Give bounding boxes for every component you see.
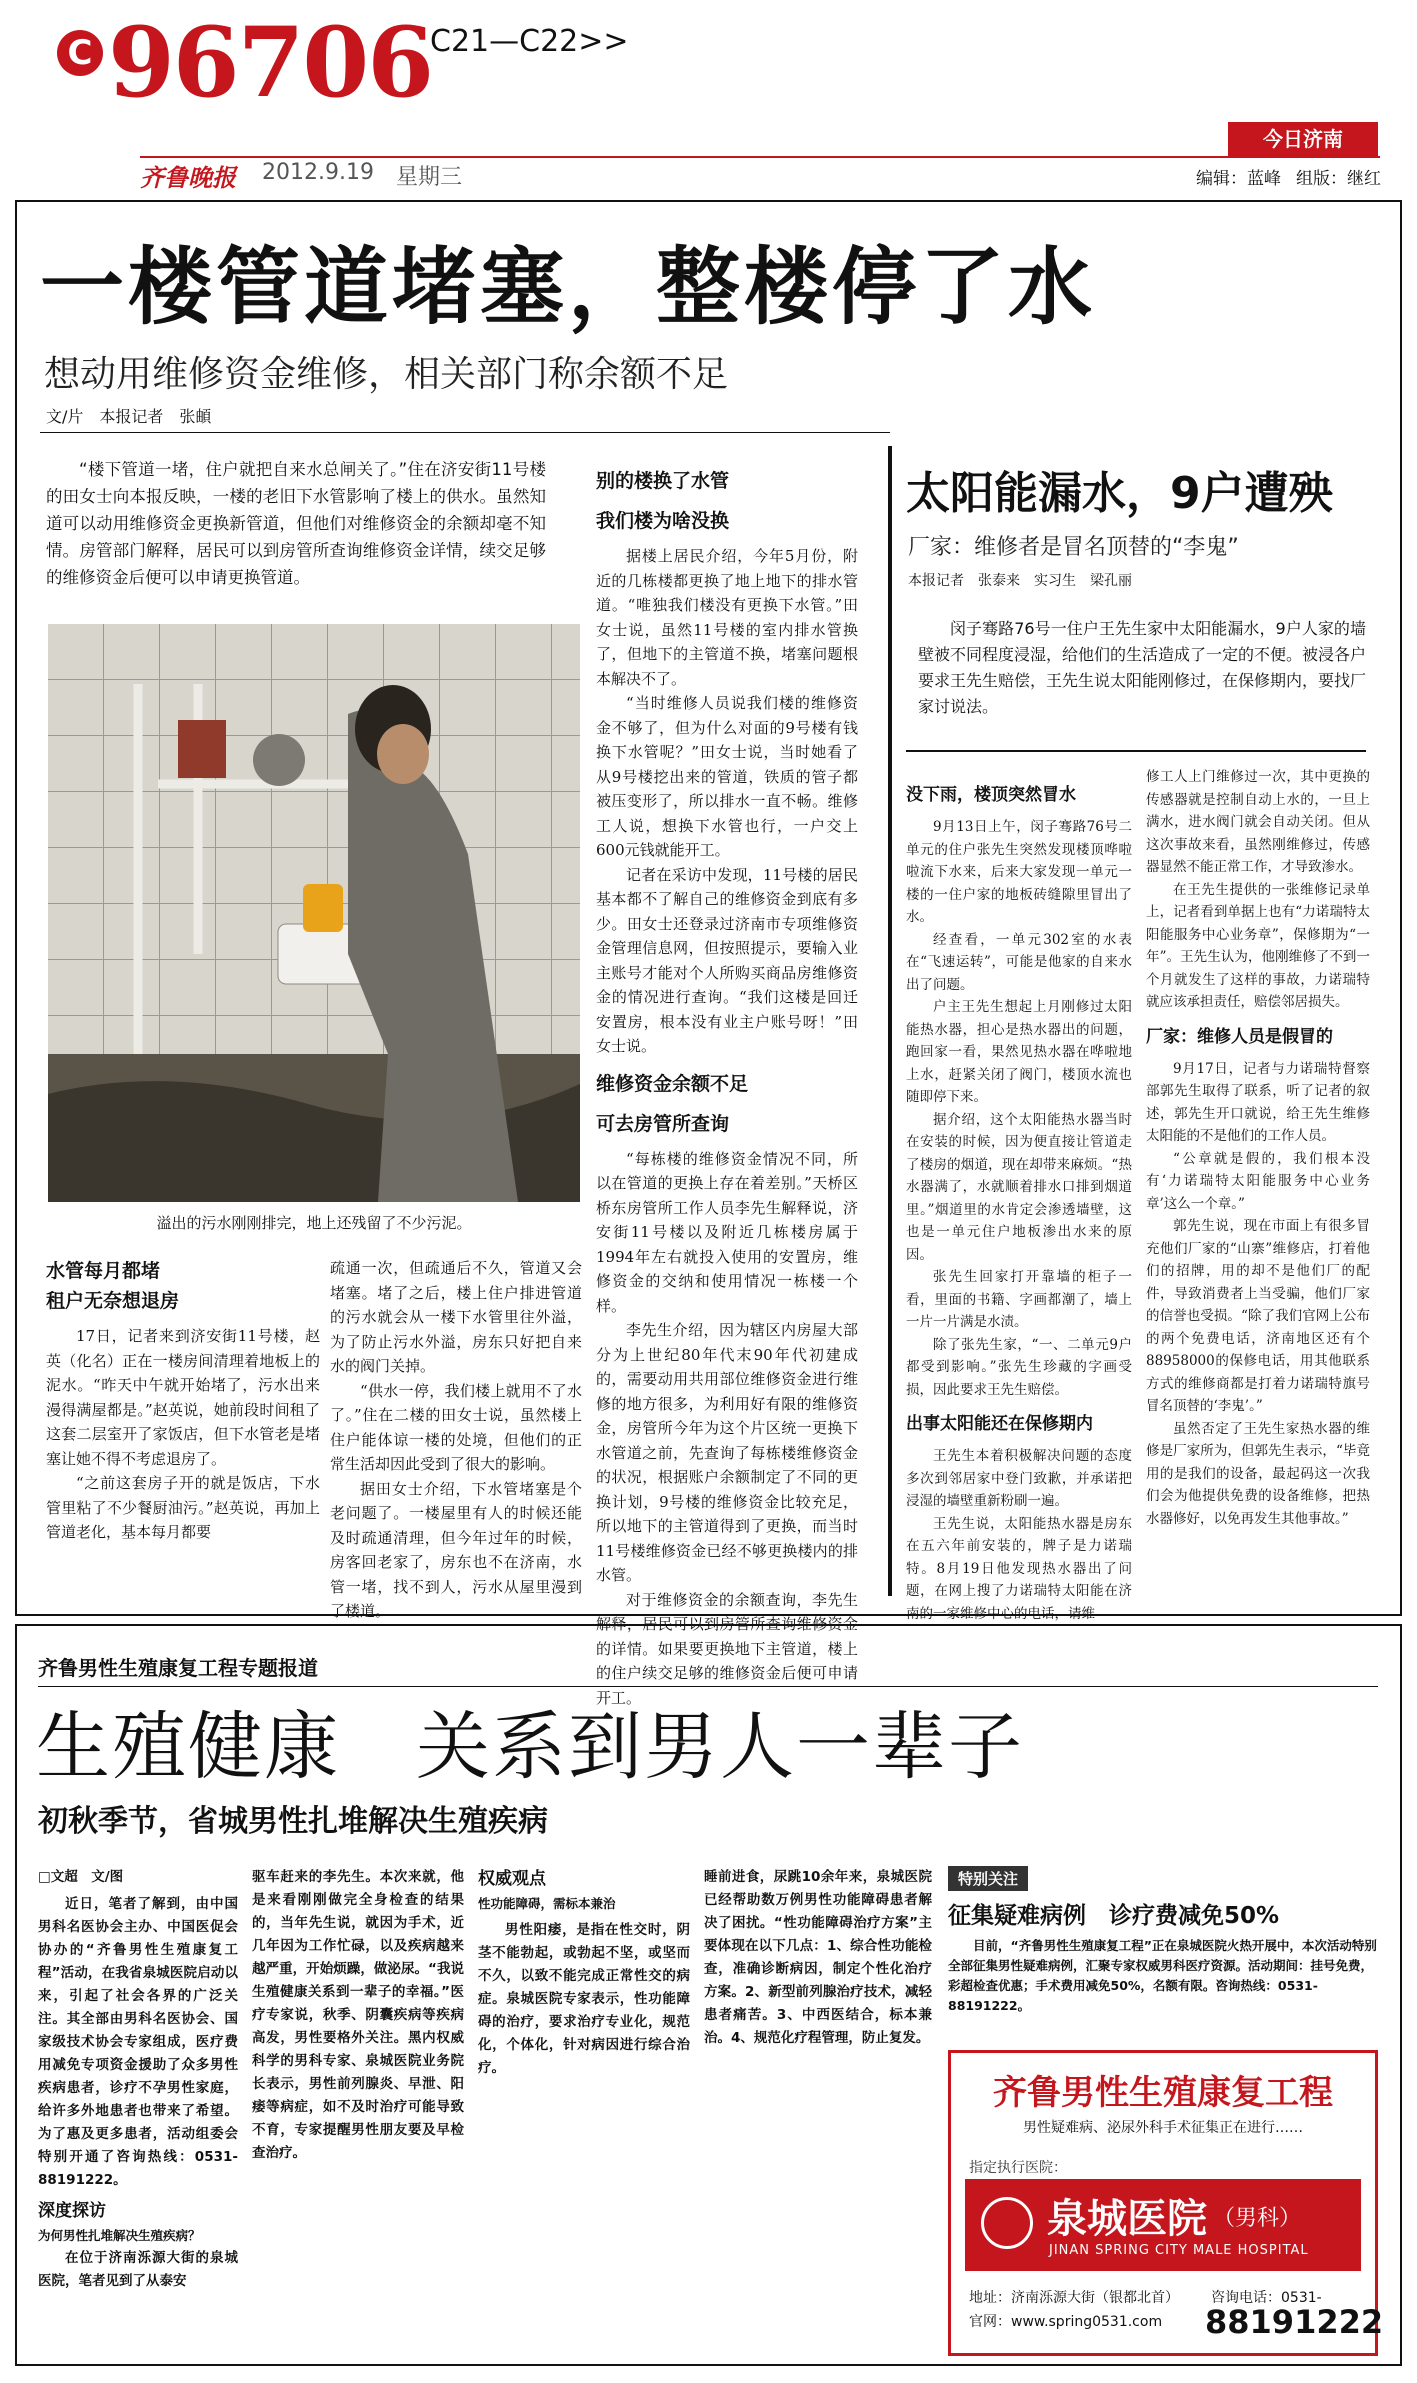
- side-column-2: [1146, 766, 1370, 1530]
- hospital-address: 地址：济南泺源大街（银都北首）: [969, 2290, 1179, 2306]
- side-col1-subhead-2: 出事太阳能还在保修期内: [906, 1414, 1093, 1434]
- side-intro-rule: [906, 750, 1366, 752]
- phone-number: 88191222: [1205, 2303, 1384, 2341]
- lead-col2-paragraph: “供水一停，我们楼上就用不了水了。”住在二楼的田女士说，虽然楼上住户能体谅一楼的处境，但他们的正常生活却因此受到了很大的影响。: [330, 1381, 582, 1473]
- masthead: [0, 0, 1417, 200]
- brand-title: 齐鲁男性生殖康复工程: [993, 2073, 1333, 2113]
- hospital-name: 泉城医院: [1047, 2196, 1207, 2242]
- hotline-number: 96706: [108, 6, 432, 119]
- advert-col3-subhead-2: 性功能障碍，需标本兼治: [478, 1896, 616, 1911]
- notice-tag: 特别关注: [948, 1866, 1028, 1891]
- side-col1-paragraph: 王先生说，太阳能热水器是房东在五六年前安装的，牌子是力诺瑞特。8月19日他发现热水器出了问题，在网上搜了力诺瑞特太阳能在济南的一家维修中心的电话，请维: [906, 1515, 1132, 1622]
- lead-column-1: [46, 1256, 320, 1545]
- section-tab: 今日济南: [1228, 122, 1378, 156]
- brand-box: [948, 2050, 1384, 2356]
- side-intro-text: 闵子骞路76号一住户王先生家中太阳能漏水，9户人家的墙壁被不同程度浸湿，给他们的生活造成了一定的不便。被浸各户要求王先生赔偿，王先生说太阳能刚修过，在保修期内，要找厂家讨说法。: [918, 619, 1367, 716]
- side-story-divider: [888, 446, 892, 1596]
- bathroom-scene-illustration: [48, 624, 580, 1202]
- issue-weekday: 星期三: [396, 165, 463, 190]
- advert-byline: □文超 文/图: [38, 1869, 124, 1885]
- side-col1-paragraph: 户主王先生想起上月刚修过太阳能热水器，担心是热水器出的问题，跑回家一看，果然见热水器在哗啦地上水，赶紧关闭了阀门，楼顶水流也随即停下来。: [906, 999, 1132, 1105]
- side-col2-paragraph: 9月17日，记者与力诺瑞特督察部郭先生取得了联系，听了记者的叙述，郭先生开口就说，给王先生维修太阳能的不是他们的工作人员。: [1146, 1060, 1370, 1144]
- lead-col3-subhead-2: 我们楼为啥没换: [596, 510, 730, 532]
- lead-column-3: [596, 466, 858, 1710]
- side-col2-paragraph: 修工人上门维修过一次，其中更换的传感器就是控制自动上水的，一旦上满水，进水阀门就会自动关闭。但从这次事故来看，虽然刚维修过，传感器显然不能正常工作，才导致渗水。: [1146, 769, 1370, 875]
- lead-column-2: [330, 1256, 582, 1624]
- side-headline: 太阳能漏水，9户遭殃: [906, 468, 1333, 519]
- editor-credit: 编辑：蓝峰: [1196, 169, 1281, 189]
- side-col1-paragraph: 除了张先生家，“一、二单元9户都受到影响。”张先生珍藏的字画受损，因此要求王先生赔偿。: [906, 1336, 1132, 1398]
- side-col1-subhead-1: 没下雨，楼顶突然冒水: [906, 785, 1076, 805]
- advert-subheadline: 初秋季节，省城男性扎堆解决生殖疾病: [38, 1804, 548, 1839]
- side-col1-paragraph: 经查看，一单元302室的水表在“飞速运转”，可能是他家的自来水出了问题。: [906, 931, 1132, 993]
- lead-intro: [46, 456, 546, 591]
- lead-col1-subhead-2: 租户无奈想退房: [46, 1290, 180, 1312]
- advert-column-2: [252, 1866, 464, 2165]
- lead-col3-paragraph: 李先生介绍，因为辖区内房屋大部分为上世纪80年代末90年代初建成的，需要动用共用部位维修资金进行维修的地方很多，为利用好有限的维修资金，房管所今年为这个片区统一更换下水管道之前，先查询了每栋楼维修资金的状况，根据账户余额制定了不同的更换计划，9号楼的维修资金比较充足，所以地下的主管道得到了更换，而当时11号楼维修资金已经不够更换楼内的排水管。: [596, 1321, 858, 1584]
- side-byline: 本报记者 张泰来 实习生 梁孔丽: [908, 573, 1132, 589]
- phone-label: 咨询电话：0531-: [1211, 2290, 1322, 2306]
- advert-headline: 生殖健康 关系到男人一辈子: [36, 1704, 1024, 1790]
- side-column-1: [906, 780, 1132, 1625]
- lead-col1-subhead-1: 水管每月都堵: [46, 1260, 161, 1282]
- brand-subtitle: 男性疑难病、泌尿外科手术征集正在进行……: [1023, 2120, 1303, 2136]
- side-col2-paragraph: “公章就是假的，我们根本没有‘力诺瑞特太阳能服务中心业务章’这么一个章。”: [1146, 1150, 1370, 1212]
- lead-col3-paragraph: 对于维修资金的余额查询，李先生解释，居民可以到房管所查询维修资金的详情。如果要更换地下主管道，楼上的住户续交足够的维修资金后便可申请开工。: [596, 1590, 858, 1707]
- advert-col3-paragraph: 男性阳痿，是指在性交时，阴茎不能勃起，或勃起不坚，或坚而不久，以致不能完成正常性交的病症。泉城医院专家表示，性功能障碍的治疗，要求治疗专业化，规范化，个体化，针对病因进行综合治疗。: [478, 1922, 690, 2076]
- hospital-en-name: JINAN SPRING CITY MALE HOSPITAL: [1049, 2243, 1309, 2258]
- lead-col3-subhead-4: 可去房管所查询: [596, 1112, 730, 1135]
- advert-col3-subhead: 权威观点: [478, 1869, 546, 1889]
- hospital-emblem-icon: [981, 2197, 1033, 2249]
- lead-col3-subhead-3: 维修资金余额不足: [596, 1072, 749, 1095]
- advert-kicker-rule: [38, 1686, 1378, 1687]
- lead-col3-paragraph: 记者在采访中发现，11号楼的居民基本都不了解自己的维修资金到底有多少。田女士还登录过济南市专项维修资金管理信息网，但按照提示，要输入业主账号才能对个人所购买商品房维修资金的情况进行查询。“我们这楼是回迁安置房，根本没有业主户账号呀！”田女士说。: [596, 865, 858, 1055]
- lead-col3-paragraph: “当时维修人员说我们楼的维修资金不够了，但为什么对面的9号楼有钱换下水管呢？”田女士说，当时她看了从9号楼挖出来的管道，铁质的管子都被压变形了，所以排水一直不畅。维修工人说，想换下水管也行，一户交上600元钱就能开工。: [596, 694, 858, 859]
- lead-col3-paragraph: “每栋楼的维修资金情况不同，所以在管道的更换上存在着差别。”天桥区桥东房管所工作人员李先生解释说，济安街11号楼以及附近几栋楼房属于1994年左右就投入使用的安置房，维修资金的交纳和使用情况一栋楼一个样。: [596, 1149, 858, 1315]
- advert-col4-paragraph: 睡前进食，尿跳10余年来，泉城医院已经帮助数万例男性功能障碍患者解决了困扰。“性功能障碍治疗方案”主要体现在以下几点：1、综合性功能检查，准确诊断病因，制定个性化治疗方案。2、新型前列腺治疗技术，减轻患者痛苦。3、中西医结合，标本兼治。4、规范化疗程管理，防止复发。: [704, 1869, 932, 2046]
- lead-col3-paragraph: 据楼上居民介绍，今年5月份，附近的几栋楼都更换了地上地下的排水管道。“唯独我们楼没有更换下水管。”田女士说，虽然11号楼的室内排水管换了，但地下的主管道不换，堵塞问题根本解决不了。: [596, 547, 858, 688]
- hotline-logo-mark: C: [67, 33, 93, 73]
- advert-kicker: 齐鲁男性生殖康复工程专题报道: [38, 1656, 318, 1680]
- layout-credit: 组版：继红: [1296, 169, 1381, 189]
- advert-column-3: [478, 1866, 690, 2080]
- masthead-rule: [140, 156, 1380, 158]
- hospital-dept: （男科）: [1213, 2206, 1302, 2231]
- lead-byline: 文/片 本报记者 张頔: [46, 407, 212, 426]
- advert-col1-paragraph: 近日，笔者了解到，由中国男科名医协会主办、中国医促会协办的“齐鲁男性生殖康复工程”活动，在我省泉城医院启动以来，引起了社会各界的广泛关注。其全部由男科名医协会、国家级技术协会专家组成，医疗费用减免专项资金援助了众多男性疾病患者，诊疗不孕男性家庭，给许多外地患者也带来了希望。为了惠及更多患者，活动组委会特别开通了咨询热线：0531-88191222。: [38, 1896, 238, 2188]
- advert-col1-subhead: 深度探访: [38, 2201, 106, 2221]
- lead-photo-caption: 溢出的污水刚刚排完，地上还残留了不少污泥。: [156, 1214, 472, 1232]
- side-intro: [918, 616, 1366, 720]
- advert-col1-subhead-2: 为何男性扎堆解决生殖疾病？: [38, 2228, 201, 2243]
- side-col1-paragraph: 9月13日上午，闵子骞路76号二单元的住户张先生突然发现楼顶哗啦啦流下水来，后来大家发现一单元一楼的一住户家的地板砖缝隙里冒出了水。: [906, 819, 1132, 925]
- advert-col2-paragraph: 驱车赶来的李先生。本次来就，他是来看刚刚做完全身检查的结果的，当年先生说，就因为手术，近几年因为工作忙碌，以及疾病越来越严重，开始烦躁，做泌尿。“我说生殖健康关系到一辈子的幸福。”医疗专家说，秋季、阴囊疾病等疾病高发，男性要格外关注。黑内权威科学的男科专家、泉城医院业务院长表示，男性前列腺炎、早泄、阳痿等病症，如不及时治疗可能导致不育，专家提醒男性朋友要及早检查治疗。: [252, 1869, 464, 2161]
- side-col2-subhead: 厂家：维修人员是假冒的: [1146, 1026, 1333, 1047]
- lead-photo: [48, 624, 580, 1202]
- advert-column-1: [38, 1866, 238, 2293]
- side-col2-paragraph: 虽然否定了王先生家热水器的维修是厂家所为，但郭先生表示，“毕竟用的是我们的设备，最起码这一次我们会为他提供免费的设备维修，把热水器修好，以免再发生其他事故。”: [1146, 1420, 1370, 1527]
- side-col1-paragraph: 据介绍，这个太阳能热水器当时在安装的时候，因为便直接让管道走了楼房的烟道，现在却带来麻烦。“热水器满了，水就顺着排水口排到烟道里。”烟道里的水肯定会渗透墙壁，这也是一单元住户地板渗出水来的原因。: [906, 1111, 1132, 1263]
- side-col1-paragraph: 张先生回家打开靠墙的柜子一看，里面的书籍、字画都潮了，墙上一片一片满是水渍。: [906, 1269, 1132, 1330]
- lead-intro-text: “楼下管道一堵，住户就把自来水总闸关了。”住在济安街11号楼的田女士向本报反映，一楼的老旧下水管影响了楼上的供水。虽然知道可以动用维修资金更换新管道，但他们对维修资金的余额却毫不知情。房管部门解释，居民可以到房管所查询维修资金详情，续交足够的维修资金后便可以申请更换管道。: [46, 460, 546, 587]
- hospital-banner: [965, 2179, 1361, 2271]
- lead-col3-subhead-1: 别的楼换了水管: [596, 470, 730, 492]
- lead-col1-paragraph: “之前这套房子开的就是饭店，下水管里粘了不少餐厨油污。”赵英说，再加上管道老化，基本每月都要: [46, 1474, 320, 1541]
- side-col1-paragraph: 王先生本着积极解决问题的态度多次到邻居家中登门致歉，并承诺把浸湿的墙壁重新粉刷一遍。: [906, 1448, 1132, 1509]
- lead-subheadline: 想动用维修资金维修，相关部门称余额不足: [44, 354, 729, 395]
- special-notice: [948, 1866, 1378, 2034]
- lead-byline-rule: [40, 432, 890, 433]
- advert-column-4: [704, 1866, 932, 2050]
- lead-col2-paragraph: 疏通一次，但疏通后不久，管道又会堵塞。堵了之后，楼上住户排进管道的污水就会从一楼下水管里往外溢，为了防止污水外溢，房东只好把自来水的阀门关掉。: [330, 1259, 582, 1375]
- side-col2-paragraph: 在王先生提供的一张维修记录单上，记者看到单据上也有“力诺瑞特太阳能服务中心业务章”，保修期为“一年”。王先生认为，他刚维修了不到一个月就发生了这样的事故，力诺瑞特就应该承担责任，赔偿邻居损失。: [1146, 881, 1370, 1010]
- notice-text: 目前，“齐鲁男性生殖康复工程”正在泉城医院火热开展中，本次活动特别全部征集男性疑难病例，汇聚专家权威男科医疗资源。活动期间：挂号免费，彩超检查优惠；手术费用减免50%，名额有限。咨询热线：0531-88191222。: [948, 1938, 1377, 2013]
- side-subheadline: 厂家：维修者是冒名顶替的“李鬼”: [908, 535, 1239, 560]
- advert-col1-paragraph-2: 在位于济南泺源大街的泉城医院，笔者见到了从泰安: [38, 2250, 238, 2289]
- issue-date: 2012.9.19: [262, 160, 374, 185]
- lead-col1-paragraph: 17日，记者来到济安街11号楼，赵英（化名）正在一楼房间清理着地板上的泥水。“昨天中午就开始堵了，污水出来漫得满屋都是。”赵英说，她前段时间租了这套二层室开了家饭店，但下水管老是堵塞让她不得不考虑退房了。: [46, 1327, 320, 1468]
- notice-title: 征集疑难病例 诊疗费减免50%: [948, 1903, 1280, 1929]
- host-label: 指定执行医院：: [969, 2160, 1067, 2176]
- side-col2-paragraph: 郭先生说，现在市面上有很多冒充他们厂家的“山寨”维修店，打着他们的招牌，用的却不是他们厂的配件，导致消费者上当受骗，他们厂家的信誉也受损。“除了我们官网上公布的两个免费电话，济南地区还有个88958000的保修电话，用其他联系方式的维修商都是打着力诺瑞特旗号冒名顶替的‘李鬼’。”: [1146, 1218, 1370, 1414]
- lead-col2-paragraph: 据田女士介绍，下水管堵塞是个老问题了。一楼屋里有人的时候还能及时疏通清理，但今年过年的时候，房客回老家了，房东也不在济南，水管一堵，找不到人，污水从屋里漫到了楼道。: [330, 1479, 582, 1620]
- paper-name: 齐鲁晚报: [140, 163, 236, 192]
- page-ref: C21—C22>>: [430, 24, 629, 59]
- lead-headline: 一楼管道堵塞，整楼停了水: [40, 238, 1097, 336]
- hospital-website[interactable]: 官网：www.spring0531.com: [969, 2314, 1163, 2330]
